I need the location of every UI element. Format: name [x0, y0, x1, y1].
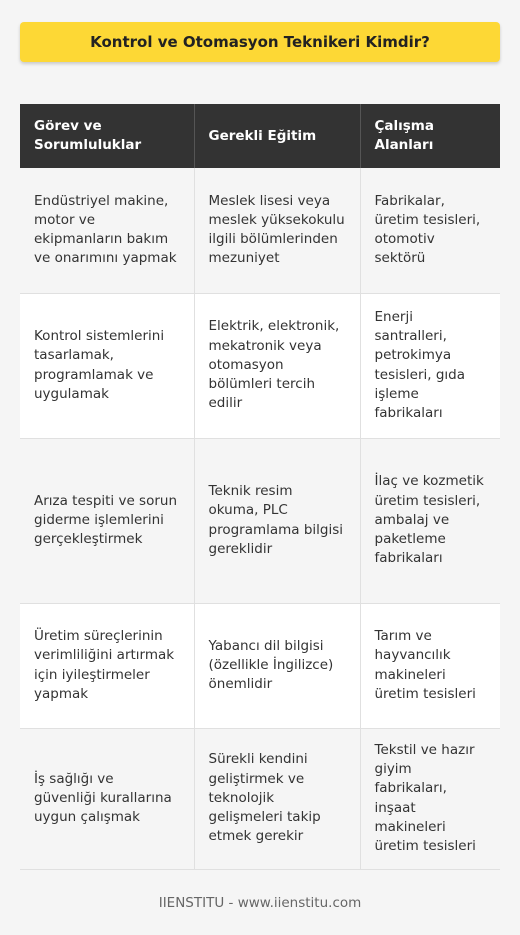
table-cell: Tarım ve hayvancılık makineleri üretim tesisleri [360, 603, 500, 728]
table-cell: Üretim süreçlerinin verimliliğini artırmak için iyileştirmeler yapmak [20, 603, 194, 728]
table-row [20, 168, 500, 293]
table-row [20, 603, 500, 728]
table-cell: Fabrikalar, üretim tesisleri, otomotiv sektörü [360, 168, 500, 293]
table-cell: Tekstil ve hazır giyim fabrikaları, inşaat makineleri üretim tesisleri [360, 728, 500, 869]
table-cell: Teknik resim okuma, PLC programlama bilgisi gereklidir [194, 438, 360, 603]
column-header-education: Gerekli Eğitim [194, 104, 360, 168]
table-row [20, 293, 500, 438]
title-banner [20, 22, 500, 62]
table-cell: Kontrol sistemlerini tasarlamak, programlamak ve uygulamak [20, 293, 194, 438]
column-header-duties: Görev ve Sorumluluklar [20, 104, 194, 168]
table-header-row [20, 104, 500, 168]
table-cell: Meslek lisesi veya meslek yüksekokulu ilgili bölümlerinden mezuniyet [194, 168, 360, 293]
table-row [20, 438, 500, 603]
table-cell: Arıza tespiti ve sorun giderme işlemlerini gerçekleştirmek [20, 438, 194, 603]
column-header-work-areas: Çalışma Alanları [360, 104, 500, 168]
table-cell: Yabancı dil bilgisi (özellikle İngilizce) önemlidir [194, 603, 360, 728]
table-row [20, 728, 500, 869]
table-cell: İş sağlığı ve güvenliği kurallarına uygun çalışmak [20, 728, 194, 869]
page-title: Kontrol ve Otomasyon Teknikeri Kimdir? [90, 33, 430, 51]
table-cell: Endüstriyel makine, motor ve ekipmanların bakım ve onarımını yapmak [20, 168, 194, 293]
footer-text: IIENSTITU - www.iienstitu.com [158, 895, 362, 911]
table-cell: Enerji santralleri, petrokimya tesisleri, gıda işleme fabrikaları [360, 293, 500, 438]
table-cell: İlaç ve kozmetik üretim tesisleri, ambalaj ve paketleme fabrikaları [360, 438, 500, 603]
table-cell: Elektrik, elektronik, mekatronik veya otomasyon bölümleri tercih edilir [194, 293, 360, 438]
table-cell: Sürekli kendini geliştirmek ve teknolojik gelişmeleri takip etmek gerekir [194, 728, 360, 869]
info-table [20, 104, 500, 870]
